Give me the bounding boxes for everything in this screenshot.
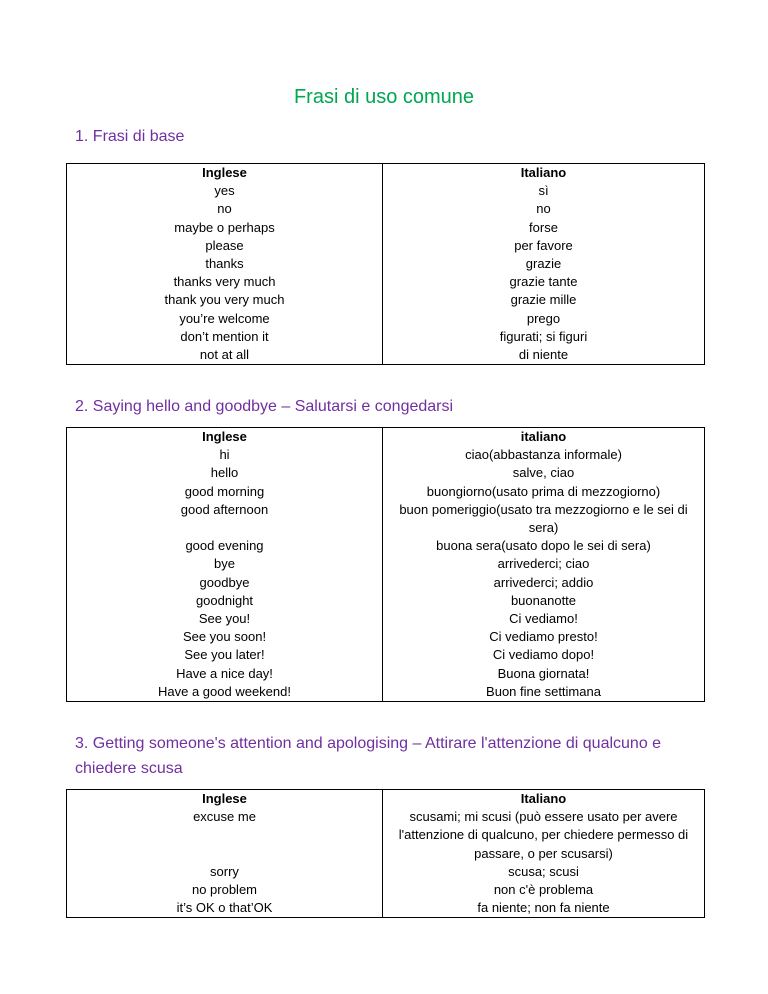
column-header-english: Inglese [202,165,247,180]
italian-phrase: buona sera(usato dopo le sei di sera) [436,538,651,554]
italian-phrase: sì [538,183,549,199]
english-phrase: please [205,237,244,253]
italian-phrase: di niente [518,347,569,363]
italian-phrase: ciao(abbastanza informale) [465,447,622,463]
english-phrase: thanks very much [173,274,276,290]
italian-phrase: no [536,201,551,217]
italian-phrase: forse [529,219,558,235]
column-header-italian: italiano [520,429,567,444]
english-phrase: yes [214,183,235,199]
italian-phrase: fa niente; non fa niente [477,900,610,916]
italian-phrase: Buon fine settimana [486,683,601,699]
basic-phrases-table [66,163,705,365]
italian-phrase: non c'è problema [493,882,594,898]
english-phrase: goodnight [195,592,254,608]
italian-column-cell [383,790,705,918]
section-heading-attention-apologising: 3. Getting someone's attention and apologising – Attirare l'attenzione di qualcuno e chiedere scusa [75,735,662,777]
english-column-cell [67,428,383,702]
spacer [71,519,378,537]
italian-phrase: prego [526,310,561,326]
italian-phrase: Ci vediamo dopo! [492,647,595,663]
english-phrase: hi [219,447,230,463]
english-phrase: Have a nice day! [176,665,273,681]
spacer [71,845,378,863]
column-header-english: Inglese [202,429,247,444]
english-phrase: See you soon! [182,629,267,645]
italian-phrase: grazie tante [509,274,578,290]
italian-phrase: buon pomeriggio(usato tra mezzogiorno e le sei di sera) [399,501,688,536]
italian-phrase: scusami; mi scusi (può essere usato per avere l'attenzione di qualcuno, per chiedere permesso di passare, o per scusarsi) [398,809,689,861]
english-phrase: thanks [205,256,244,272]
english-phrase: no problem [191,882,258,898]
table-row [67,428,705,702]
italian-phrase: figurati; si figuri [499,328,588,344]
column-header-italian: Italiano [520,791,567,806]
column-header-italian: Italiano [520,165,567,180]
english-phrase: sorry [210,863,239,879]
italian-column-cell [383,164,705,365]
table-row [67,164,705,365]
english-phrase: it’s OK o that’OK [176,900,273,916]
english-phrase: maybe o perhaps [174,219,275,235]
english-phrase: Have a good weekend! [158,683,291,699]
italian-phrase: buongiorno(usato prima di mezzogiorno) [426,483,661,499]
italian-phrase: arrivederci; ciao [497,556,590,572]
page-title: Frasi di uso comune [293,86,475,108]
attention-apologising-table [66,789,705,918]
english-phrase: no [217,201,232,217]
italian-phrase: salve, ciao [512,465,575,481]
english-phrase: good afternoon [180,501,269,517]
italian-phrase: buonanotte [510,592,577,608]
english-phrase: excuse me [193,809,256,825]
italian-phrase: grazie mille [510,292,577,308]
italian-column-cell [383,428,705,702]
english-phrase: hello [210,465,239,481]
italian-phrase: Buona giornata! [497,665,590,681]
italian-phrase: per favore [514,237,573,253]
english-phrase: See you! [198,611,251,627]
italian-phrase: grazie [525,256,562,272]
greetings-table [66,427,705,702]
italian-phrase: Ci vediamo presto! [489,629,598,645]
italian-phrase: scusa; scusi [508,863,579,879]
english-phrase: bye [214,556,235,572]
english-column-cell [67,164,383,365]
english-column-cell [67,790,383,918]
english-phrase: good evening [185,538,264,554]
column-header-english: Inglese [202,791,247,806]
english-phrase: goodbye [199,574,250,590]
table-row [67,790,705,918]
section-heading-basic-phrases: 1. Frasi di base [75,128,185,145]
english-phrase: not at all [199,347,250,363]
english-phrase: you’re welcome [179,310,270,326]
italian-phrase: Ci vediamo! [509,611,578,627]
english-phrase: don’t mention it [180,328,269,344]
english-phrase: thank you very much [164,292,285,308]
spacer [71,826,378,844]
english-phrase: good morning [184,483,265,499]
italian-phrase: arrivederci; addio [493,574,594,590]
section-heading-greetings: 2. Saying hello and goodbye – Salutarsi e congedarsi [75,398,454,415]
english-phrase: See you later! [184,647,265,663]
